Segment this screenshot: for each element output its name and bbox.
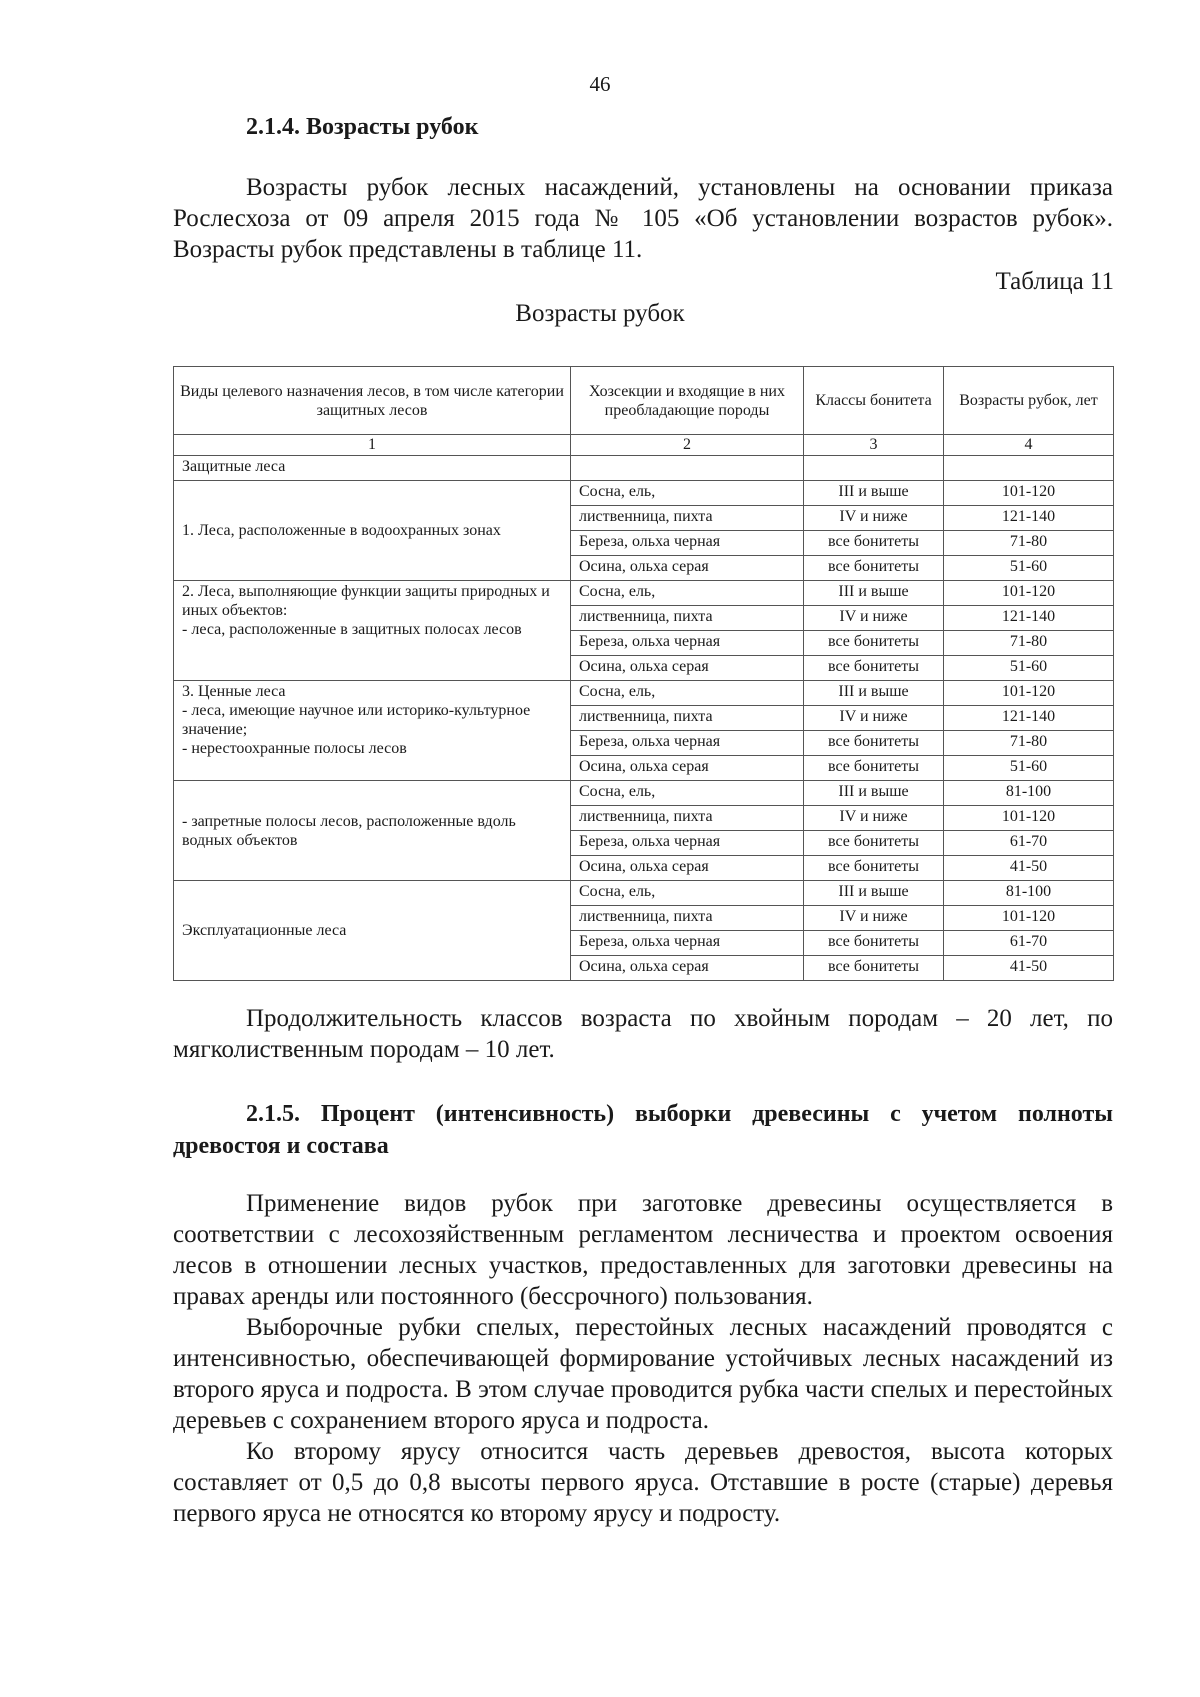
cutting-age-cell: 61-70 xyxy=(944,831,1114,856)
section-heading-2-1-5: 2.1.5. Процент (интенсивность) выборки древесины с учетом полноты древостоя и состава xyxy=(173,1101,1113,1159)
table-row xyxy=(174,781,1114,806)
cutting-age-cell: 71-80 xyxy=(944,731,1114,756)
species-cell: лиственница, пихта xyxy=(571,706,804,731)
species-cell: Береза, ольха черная xyxy=(571,931,804,956)
body-paragraph: Ко второму ярусу относится часть деревьев древостоя, высота которых составляет от 0,5 до 0,8 высоты первого яруса. Отставшие в росте (старые) деревья первого яруса не относятся ко второму ярусу и подросту. xyxy=(173,1438,1113,1527)
bonitet-cell: III и выше xyxy=(804,781,944,806)
forest-category-cell: Эксплуатационные леса xyxy=(174,881,571,981)
bonitet-cell: все бонитеты xyxy=(804,731,944,756)
species-cell: Береза, ольха черная xyxy=(571,831,804,856)
species-cell: Осина, ольха серая xyxy=(571,956,804,981)
species-cell: Осина, ольха серая xyxy=(571,556,804,581)
forest-category-cell: 2. Леса, выполняющие функции защиты природных и иных объектов: - леса, расположенные в защитных полосах лесов xyxy=(174,581,571,681)
table-row xyxy=(174,881,1114,906)
species-cell: Сосна, ель, xyxy=(571,581,804,606)
cutting-age-cell: 121-140 xyxy=(944,606,1114,631)
header-sections-species: Хозсекции и входящие в них преобладающие породы xyxy=(571,367,804,435)
species-cell: лиственница, пихта xyxy=(571,906,804,931)
group-label: Защитные леса xyxy=(174,456,571,481)
cutting-age-cell: 71-80 xyxy=(944,631,1114,656)
cutting-age-cell: 41-50 xyxy=(944,856,1114,881)
header-cutting-age: Возрасты рубок, лет xyxy=(944,367,1114,435)
species-cell: Сосна, ель, xyxy=(571,781,804,806)
column-number: 1 xyxy=(174,435,571,456)
forest-category-cell: 1. Леса, расположенные в водоохранных зонах xyxy=(174,481,571,581)
table-row xyxy=(174,681,1114,706)
forest-category-cell: - запретные полосы лесов, расположенные вдоль водных объектов xyxy=(174,781,571,881)
cutting-age-cell: 101-120 xyxy=(944,681,1114,706)
species-cell: Сосна, ель, xyxy=(571,481,804,506)
bonitet-cell: все бонитеты xyxy=(804,956,944,981)
cutting-age-cell: 71-80 xyxy=(944,531,1114,556)
bonitet-cell: III и выше xyxy=(804,481,944,506)
section-heading-2-1-4: 2.1.4. Возрасты рубок xyxy=(246,114,479,140)
page-number: 46 xyxy=(589,72,611,96)
bonitet-cell: III и выше xyxy=(804,881,944,906)
forest-category-cell: 3. Ценные леса - леса, имеющие научное или историко-культурное значение; - нерестоохранные полосы лесов xyxy=(174,681,571,781)
bonitet-cell: все бонитеты xyxy=(804,856,944,881)
species-cell: лиственница, пихта xyxy=(571,606,804,631)
bonitet-cell: все бонитеты xyxy=(804,756,944,781)
cutting-age-cell: 81-100 xyxy=(944,781,1114,806)
bonitet-cell: все бонитеты xyxy=(804,531,944,556)
species-cell: лиственница, пихта xyxy=(571,806,804,831)
bonitet-cell: III и выше xyxy=(804,581,944,606)
species-cell: Сосна, ель, xyxy=(571,881,804,906)
species-cell: Осина, ольха серая xyxy=(571,856,804,881)
bonitet-cell: IV и ниже xyxy=(804,606,944,631)
header-forest-purpose: Виды целевого назначения лесов, в том числе категории защитных лесов xyxy=(174,367,571,435)
bonitet-cell: все бонитеты xyxy=(804,656,944,681)
cutting-age-cell: 101-120 xyxy=(944,806,1114,831)
cutting-age-cell: 101-120 xyxy=(944,481,1114,506)
bonitet-cell: IV и ниже xyxy=(804,506,944,531)
table-title: Возрасты рубок xyxy=(515,300,685,327)
age-class-paragraph: Продолжительность классов возраста по хвойным породам – 20 лет, по мягколиственным породам – 10 лет. xyxy=(173,1005,1113,1063)
cutting-age-cell: 121-140 xyxy=(944,506,1114,531)
bonitet-cell: все бонитеты xyxy=(804,831,944,856)
bonitet-cell: IV и ниже xyxy=(804,806,944,831)
bonitet-cell: все бонитеты xyxy=(804,931,944,956)
species-cell: Сосна, ель, xyxy=(571,681,804,706)
cutting-age-cell: 101-120 xyxy=(944,906,1114,931)
cutting-age-cell: 121-140 xyxy=(944,706,1114,731)
cutting-age-cell: 51-60 xyxy=(944,756,1114,781)
table-row xyxy=(174,581,1114,606)
species-cell: Береза, ольха черная xyxy=(571,731,804,756)
table-row xyxy=(174,481,1114,506)
bonitet-cell: IV и ниже xyxy=(804,706,944,731)
section-2-1-5-body xyxy=(173,1188,1113,1529)
cutting-age-cell: 61-70 xyxy=(944,931,1114,956)
header-bonitet-class: Классы бонитета xyxy=(804,367,944,435)
column-number: 4 xyxy=(944,435,1114,456)
cutting-age-cell: 51-60 xyxy=(944,556,1114,581)
column-number: 2 xyxy=(571,435,804,456)
species-cell: Осина, ольха серая xyxy=(571,656,804,681)
cutting-age-cell: 51-60 xyxy=(944,656,1114,681)
species-cell: Береза, ольха черная xyxy=(571,631,804,656)
species-cell: Береза, ольха черная xyxy=(571,531,804,556)
bonitet-cell: все бонитеты xyxy=(804,556,944,581)
cutting-age-cell: 41-50 xyxy=(944,956,1114,981)
body-paragraph: Применение видов рубок при заготовке древесины осуществляется в соответствии с лесохозяйственным регламентом лесничества и проектом освоения лесов в отношении лесных участков, предоставленных для заготовки древесины на правах аренды или постоянного (бессрочного) пользования. xyxy=(173,1190,1113,1310)
cutting-age-cell: 101-120 xyxy=(944,581,1114,606)
bonitet-cell: все бонитеты xyxy=(804,631,944,656)
intro-paragraph: Возрасты рубок лесных насаждений, установлены на основании приказа Рослесхоза от 09 апреля 2015 года № 105 «Об установлении возрастов рубок». Возрасты рубок представлены в таблице 11. xyxy=(173,174,1113,263)
body-paragraph: Выборочные рубки спелых, перестойных лесных насаждений проводятся с интенсивностью, обеспечивающей формирование устойчивых лесных насаждений из второго яруса и подроста. В этом случае проводится рубка части спелых и перестойных деревьев с сохранением второго яруса и подроста. xyxy=(173,1314,1113,1434)
bonitet-cell: III и выше xyxy=(804,681,944,706)
species-cell: лиственница, пихта xyxy=(571,506,804,531)
cutting-age-cell: 81-100 xyxy=(944,881,1114,906)
table-number: Таблица 11 xyxy=(995,268,1114,295)
column-number: 3 xyxy=(804,435,944,456)
species-cell: Осина, ольха серая xyxy=(571,756,804,781)
bonitet-cell: IV и ниже xyxy=(804,906,944,931)
cutting-ages-table xyxy=(173,366,1114,981)
